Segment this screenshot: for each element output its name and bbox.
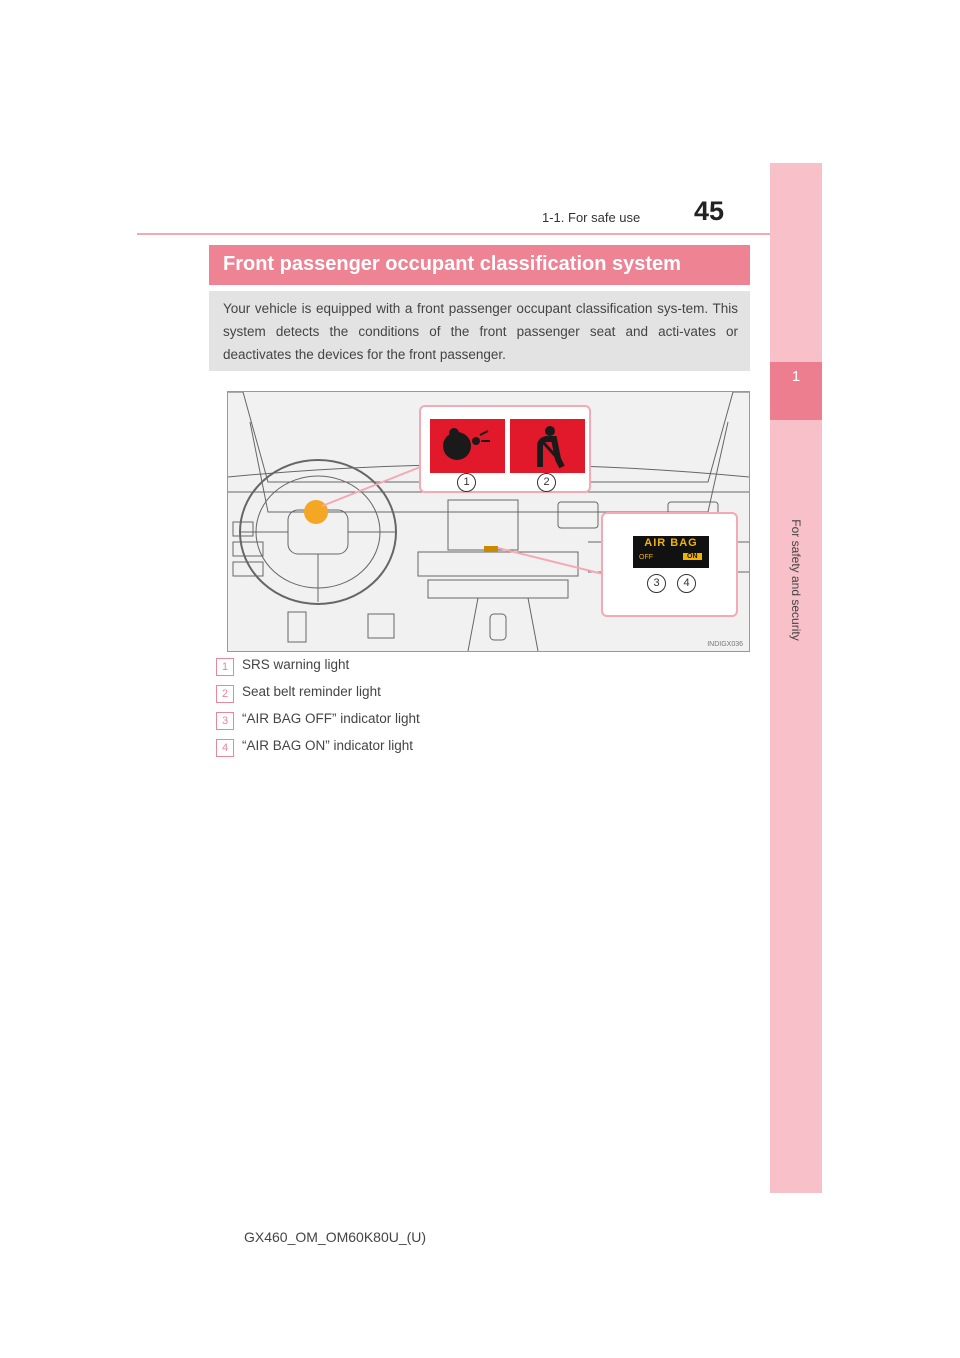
seat-belt-icon xyxy=(510,419,585,473)
callout-airbag-panel xyxy=(601,512,738,617)
airbag-person-icon xyxy=(430,419,505,473)
legend-number: 1 xyxy=(216,658,234,676)
airbag-on-label: ON xyxy=(683,553,702,560)
section-title: Front passenger occupant classification system xyxy=(223,253,681,275)
intro-text: Your vehicle is equipped with a front passenger occupant classification sys-tem. This system detects the conditions of the front passenger seat and acti-vates or deactivates the devices for the front passenger. xyxy=(223,301,738,362)
callout-dash-lights xyxy=(419,405,591,493)
header-divider xyxy=(137,233,822,235)
legend-number: 4 xyxy=(216,739,234,757)
callout-number-4: 4 xyxy=(677,574,696,593)
callout-number-3: 3 xyxy=(647,574,666,593)
section-title-bar xyxy=(209,245,750,285)
legend-number: 3 xyxy=(216,712,234,730)
callout-number-1: 1 xyxy=(457,473,476,492)
legend-label: SRS warning light xyxy=(242,657,350,672)
airbag-off-label: OFF xyxy=(639,554,653,561)
seat-belt-reminder-light xyxy=(510,419,585,473)
airbag-panel-text: AIR BAG xyxy=(644,537,698,549)
chapter-number: 1 xyxy=(791,368,801,385)
chapter-side-tab[interactable] xyxy=(770,163,822,1193)
section-label: 1-1. For safe use xyxy=(542,210,641,225)
legend-number: 2 xyxy=(216,685,234,703)
document-code-footer: GX460_OM_OM60K80U_(U) xyxy=(244,1229,427,1245)
legend-label: Seat belt reminder light xyxy=(242,684,381,699)
chapter-title: For safety and security xyxy=(789,519,803,641)
callout-number-2: 2 xyxy=(537,473,556,492)
srs-warning-light xyxy=(430,419,505,473)
legend-label: “AIR BAG OFF” indicator light xyxy=(242,711,420,726)
legend-label: “AIR BAG ON” indicator light xyxy=(242,738,414,753)
page-number: 45 xyxy=(694,196,725,226)
intro-box xyxy=(209,291,750,371)
airbag-indicator-panel xyxy=(633,536,709,568)
illustration-code: INDIGX036 xyxy=(707,641,743,648)
